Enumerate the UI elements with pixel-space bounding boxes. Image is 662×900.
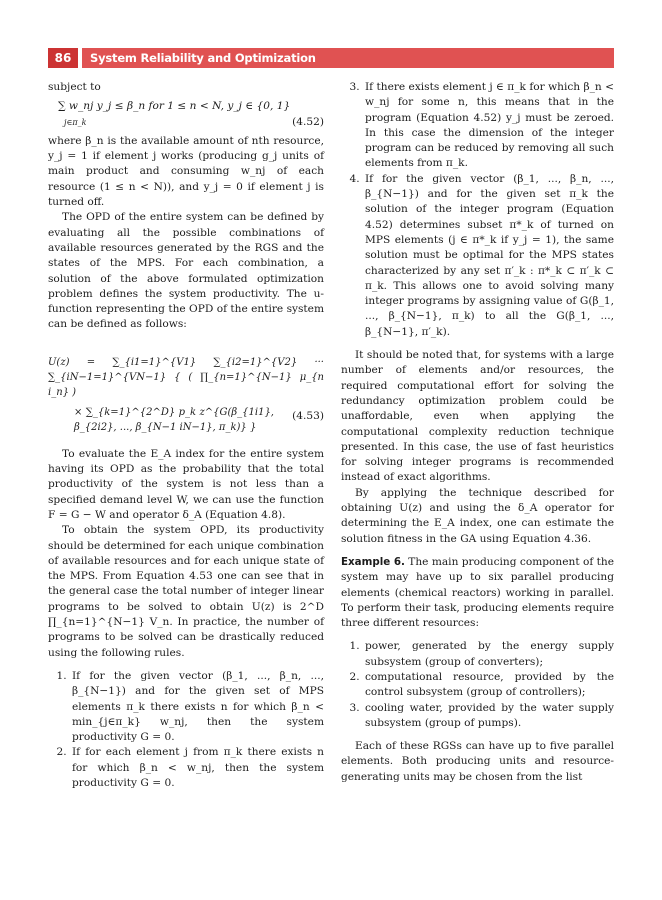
rules-list-left — [48, 669, 324, 791]
rules-list-right — [341, 80, 614, 340]
example-label: Example 6. — [341, 555, 405, 568]
rule-item: 4. If for the given vector (β_1, ..., β_n, ..., β_{N−1}) and for the given set π_k the solution of the integer program (Equation 4.52) determines subset π*_k of turned on MPS elements (j ∈ π*_k if y_j = 1), the same solution must be optimal for the MPS states characterized by any set π′_k : π*_k ⊂ π′_k ⊂ π_k. This allows one to avoid solving many integer programs by assigning value of G(β_1, ..., β_{N−1}, π_k) to all the G(β_1, ..., β_{N−1}, π′_k). — [363, 172, 614, 340]
eq452-tag: (4.52) — [292, 115, 324, 128]
eq453-line2: × ∑_{k=1}^{2^D} p_k z^{G(β_{1i1}, β_{2i2}, ..., β_{N−1 iN−1}, π_k)} } — [74, 406, 274, 434]
rule-item: 3. If there exists element j ∈ π_k for which β_n < w_nj for some n, this means that in the program (Equation 4.52) y_j must be zeroed. In this case the dimension of the integer program can be reduced by removing all such elements from π_k. — [363, 80, 614, 172]
running-header — [48, 48, 614, 68]
subject-to-text: subject to — [48, 81, 101, 93]
resource-item: 3. cooling water, provided by the water supply subsystem (group of pumps). — [363, 701, 614, 732]
paragraph-each: Each of these RGSs can have up to five parallel elements. Both producing units and resource-generating units may be chosen from the list — [341, 740, 614, 783]
paragraph-evaluate: To evaluate the E_A index for the entire system having its OPD as the probability that the total productivity of the system is not less than a specified demand level W, we can use the function F = G − W and operator δ_A (Equation 4.8). — [48, 447, 324, 521]
resource-item: 1. power, generated by the energy supply subsystem (group of converters); — [363, 639, 614, 670]
example-paragraph — [341, 555, 614, 631]
paragraph-applying: By applying the technique described for obtaining U(z) and using the δ_A operator for determining the E_A index, one can estimate the solution fitness in the GA using Equation 4.36. — [341, 486, 614, 545]
eq452-main: ∑ w_nj y_j ≤ β_n for 1 ≤ n < N, y_j ∈ {0, 1} — [58, 100, 291, 113]
rule-item: 1. If for the given vector (β_1, ..., β_n, ..., β_{N−1}) and for the given set of MPS elements π_k there exists n for which β_n < min_{j∈π_k} w_nj, then the system productivity G = 0. — [70, 669, 324, 745]
equation-4-52 — [48, 99, 324, 130]
resource-item: 2. computational resource, provided by the control subsystem (group of controllers); — [363, 670, 614, 701]
page-number: 86 — [48, 48, 78, 68]
paragraph-where: where β_n is the available amount of nth resource, y_j = 1 if element j works (producing g_j units of main product and consuming w_nj of each resource (1 ≤ n < N)), and y_j = 0 if element j is turned off. — [48, 134, 324, 209]
example-text: The main producing component of the system may have up to six parallel producing elements (chemical reactors) working in parallel. To perform their task, producing elements require three different resources: — [341, 555, 614, 630]
eq453-tag: (4.53) — [292, 409, 324, 422]
paragraph-noted: It should be noted that, for systems with a large number of elements and/or resources, the required computational effort for solving the redundancy optimization problem could be unaffordable, even when applying the computational complexity reduction technique presented. In this case, the use of fast heuristics for solving integer programs is recommended instead of exact algorithms. — [341, 349, 614, 484]
equation-4-53 — [48, 343, 324, 447]
eq453-line1: U(z) = ∑_{i1=1}^{V1} ∑_{i2=1}^{V2} ··· ∑_{iN−1=1}^{VN−1} { ( ∏_{n=1}^{N−1} μ_{n i_n} ) — [48, 356, 324, 399]
eq452-sub: j∈π_k — [64, 117, 87, 127]
running-title: System Reliability and Optimization — [82, 48, 614, 68]
resources-list — [341, 639, 614, 731]
rule-item: 2. If for each element j from π_k there exists n for which β_n < w_nj, then the system productivity G = 0. — [70, 745, 324, 791]
paragraph-opd: The OPD of the entire system can be defined by evaluating all the possible combinations of available resources generated by the RGS and the states of the MPS. For each combination, a solution of the above formulated optimization problem defines the system productivity. The u-function representing the OPD of the entire system can be defined as follows: — [48, 211, 324, 331]
right-column — [341, 80, 614, 785]
left-column — [48, 80, 324, 791]
paragraph-obtain: To obtain the system OPD, its productivity should be determined for each unique combination of available resources and for each unique state of the MPS. From Equation 4.53 one can see that in the general case the total number of integer linear programs to be solved to obtain U(z) is 2^D ∏_{n=1}^{N−1} V_n. In practice, the number of programs to be solved can be drastically reduced using the following rules. — [48, 524, 324, 659]
